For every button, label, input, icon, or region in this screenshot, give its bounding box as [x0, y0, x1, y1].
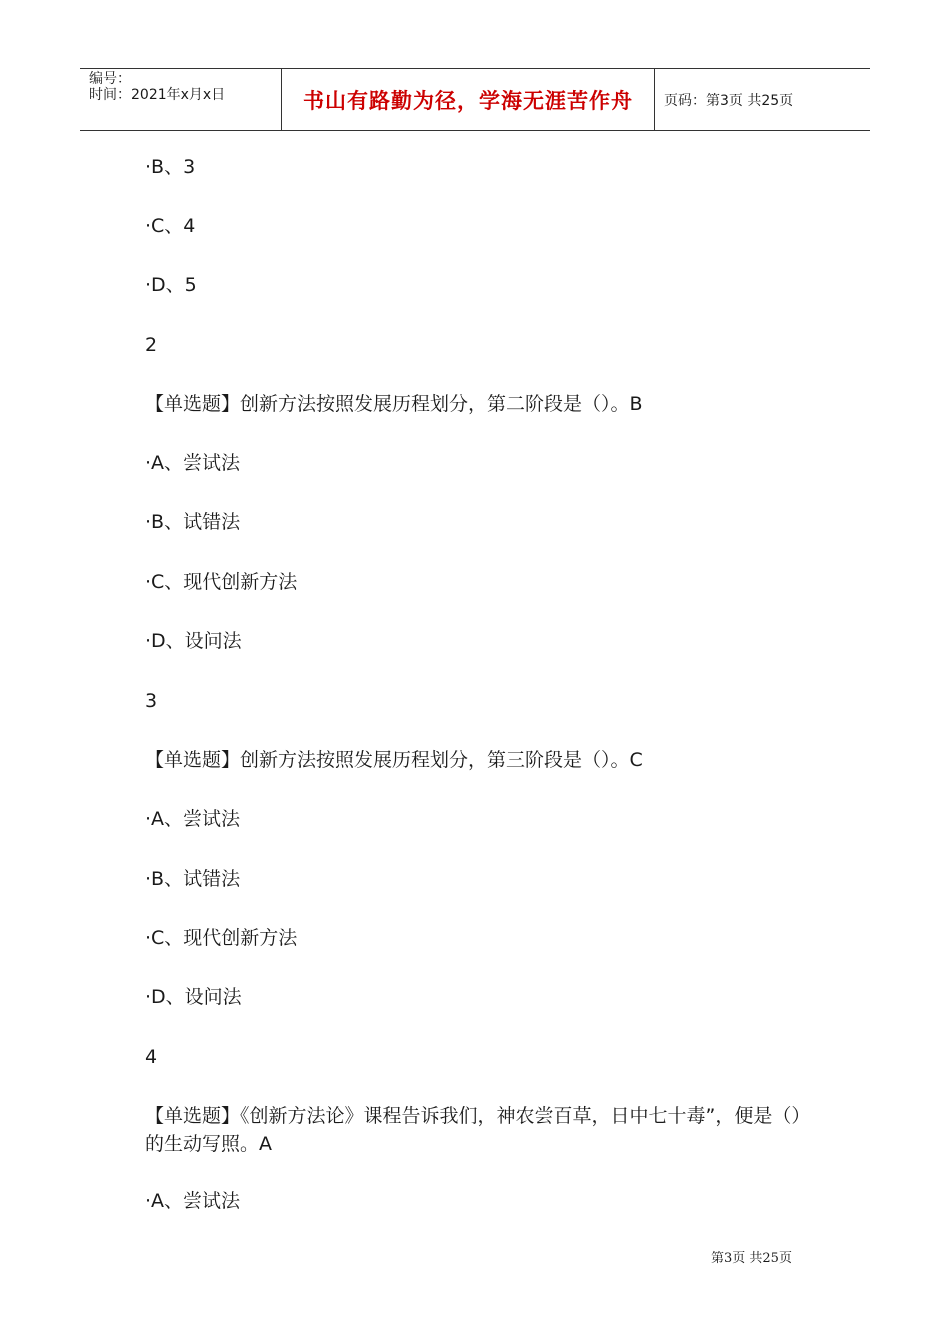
- question-number: 4: [145, 1046, 158, 1068]
- option-c: ·C、现代创新方法: [145, 571, 298, 593]
- page-header: [80, 68, 870, 131]
- document-number-label: 编号：: [89, 71, 131, 87]
- header-meta: [80, 69, 282, 130]
- question-text: 【单选题】创新方法按照发展历程划分，第三阶段是（）。C: [145, 749, 643, 771]
- header-page-info-cell: [655, 69, 870, 130]
- header-motto: 书山有路勤为径，学海无涯苦作舟: [303, 88, 633, 113]
- option-b: ·B、3: [145, 156, 196, 178]
- header-motto-cell: [282, 69, 655, 130]
- option-d: ·D、设问法: [145, 986, 242, 1008]
- page-footer: 第3页 共25页: [711, 1251, 792, 1266]
- option-d: ·D、5: [145, 274, 197, 296]
- option-b: ·B、试错法: [145, 511, 241, 533]
- option-a: ·A、尝试法: [145, 452, 241, 474]
- option-c: ·C、4: [145, 215, 196, 237]
- question-text: 【单选题】创新方法按照发展历程划分，第二阶段是（）。B: [145, 393, 643, 415]
- option-c: ·C、现代创新方法: [145, 927, 298, 949]
- option-a: ·A、尝试法: [145, 808, 241, 830]
- option-b: ·B、试错法: [145, 868, 241, 890]
- question-number: 3: [145, 690, 158, 712]
- option-d: ·D、设问法: [145, 630, 242, 652]
- document-time-label: 时间：2021年x月x日: [89, 87, 226, 103]
- option-a: ·A、尝试法: [145, 1190, 241, 1212]
- header-page-info: 页码：第3页 共25页: [664, 92, 794, 109]
- question-text: 【单选题】《创新方法论》课程告诉我们，神农尝百草，日中七十毒”，便是（）的生动写照。A: [145, 1105, 811, 1155]
- question-number: 2: [145, 334, 158, 356]
